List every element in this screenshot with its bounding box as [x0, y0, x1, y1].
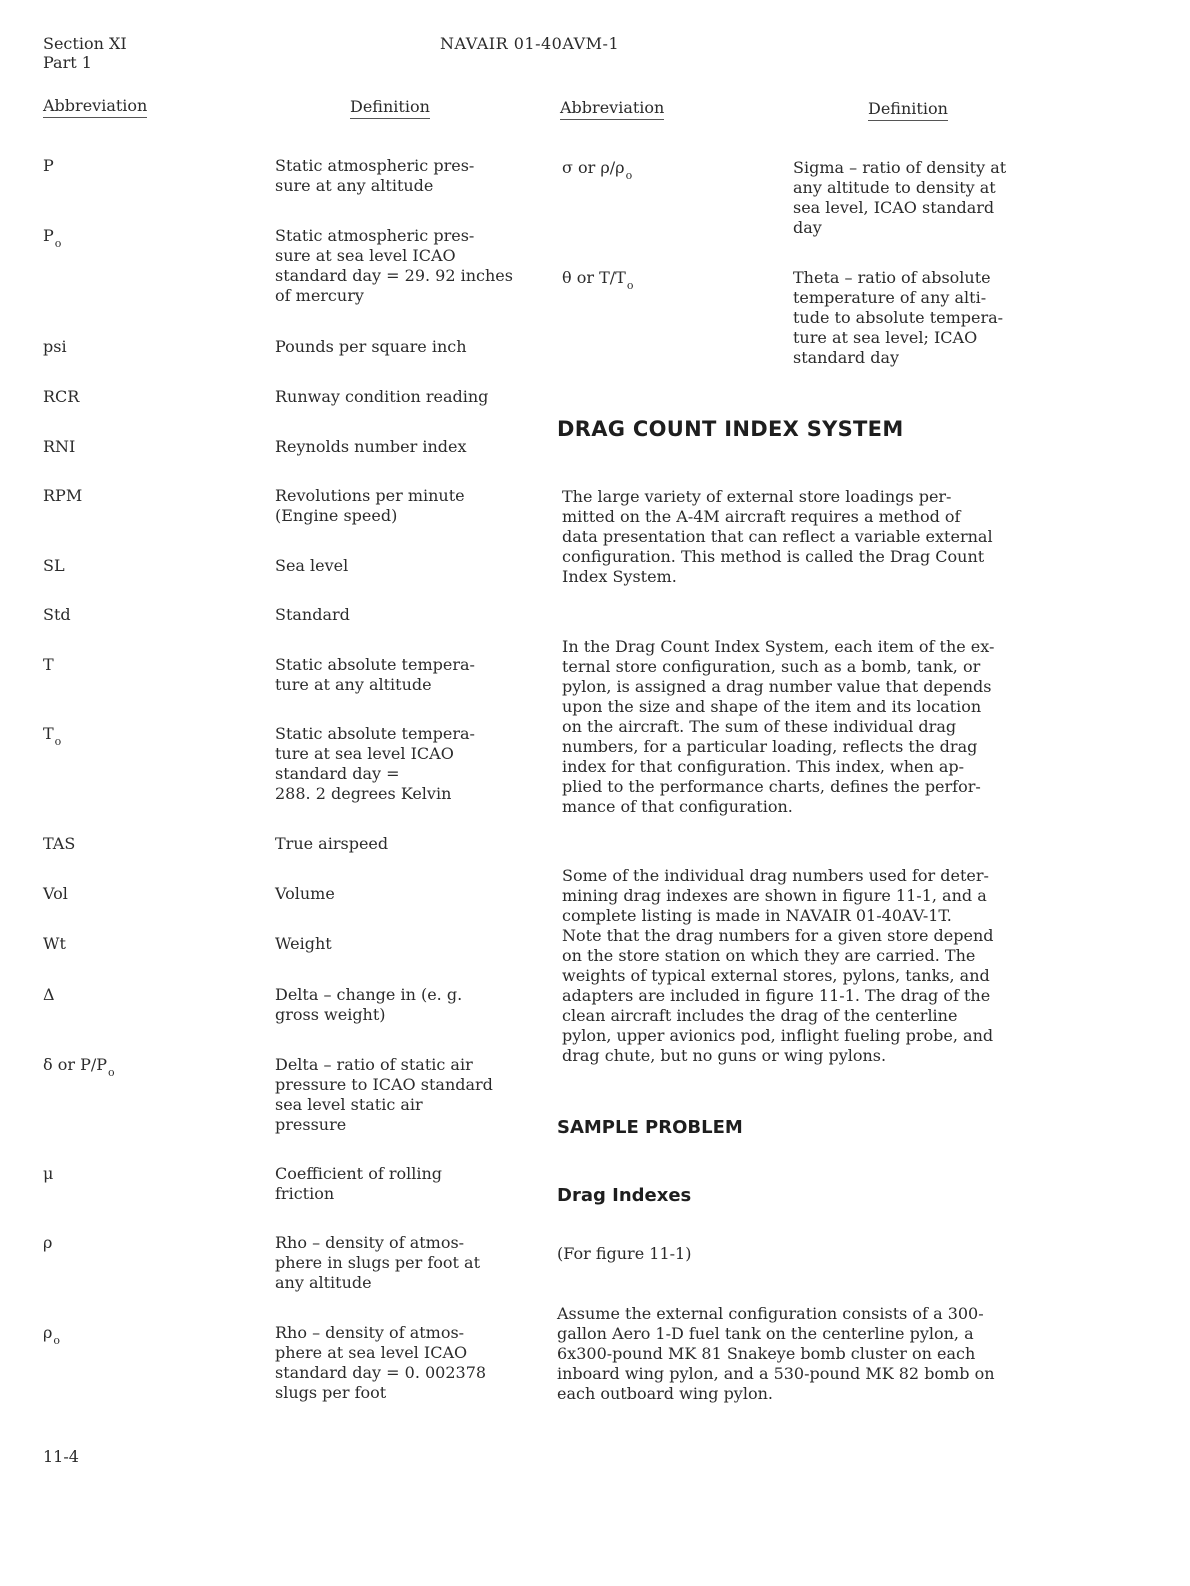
left-entry-abbreviation-text: P [43, 156, 54, 175]
drag-indexes-heading: Drag Indexes [557, 1185, 692, 1206]
sample-problem-paragraph: Assume the external configuration consists of a 300- gallon Aero 1-D fuel tank on the centerline pylon, a 6x300-pound MK 81 Snakeye bomb cluster on each inboard wing pylon, and a 530-pound MK 82 bomb on each outboard wing pylon. [557, 1304, 995, 1403]
left-entry-abbreviation-subscript: o [53, 1334, 61, 1347]
left-entry-definition: Reynolds number index [275, 437, 467, 456]
left-entry-abbreviation [43, 556, 65, 576]
left-abbreviation-heading: Abbreviation [43, 96, 147, 118]
left-entry-abbreviation-text: Std [43, 605, 71, 624]
left-entry-abbreviation [43, 1233, 52, 1253]
left-entry-definition: Runway condition reading [275, 387, 489, 406]
left-definition-heading: Definition [350, 97, 430, 119]
left-entry-abbreviation [43, 226, 61, 248]
left-entry-abbreviation-text: Δ [43, 985, 55, 1004]
left-entry-abbreviation [43, 655, 54, 675]
left-entry-definition: Pounds per square inch [275, 337, 467, 356]
right-entry-definition: Sigma – ratio of density at any altitude to density at sea level, ICAO standard day [793, 158, 1007, 237]
left-entry-abbreviation-text: SL [43, 556, 65, 575]
left-entry-definition: Rho – density of atmos- phere at sea level ICAO standard day = 0. 002378 slugs per foot [275, 1323, 487, 1402]
left-entry-definition: Static atmospheric pres- sure at sea level ICAO standard day = 29. 92 inches of mercury [275, 226, 513, 305]
left-entry-definition: Static atmospheric pres- sure at any altitude [275, 156, 475, 195]
section-label: Section XI [43, 34, 127, 53]
left-entry-abbreviation [43, 387, 79, 407]
right-entry-definition: Theta – ratio of absolute temperature of any alti- tude to absolute tempera- ture at sea level; ICAO standard day [793, 268, 1004, 367]
left-entry-definition: Volume [275, 884, 335, 903]
left-entry-abbreviation [43, 486, 82, 506]
right-entry-abbreviation [562, 158, 632, 180]
left-entry-definition: Sea level [275, 556, 349, 575]
left-entry-abbreviation-text: μ [43, 1164, 54, 1183]
left-entry-abbreviation-text: δ or P/P [43, 1055, 108, 1074]
left-entry-abbreviation [43, 605, 71, 625]
left-entry-definition: Static absolute tempera- ture at sea level ICAO standard day = 288. 2 degrees Kelvin [275, 724, 475, 803]
left-entry-abbreviation-text: T [43, 655, 54, 674]
left-entry-abbreviation [43, 934, 66, 954]
left-entry-abbreviation [43, 834, 75, 854]
left-entry-definition: Weight [275, 934, 332, 953]
left-entry-definition: Delta – ratio of static air pressure to ICAO standard sea level static air pressure [275, 1055, 493, 1134]
left-entry-abbreviation [43, 437, 75, 457]
left-entry-definition: Coefficient of rolling friction [275, 1164, 443, 1203]
left-entry-abbreviation [43, 337, 67, 357]
left-entry-abbreviation [43, 1164, 53, 1184]
figure-reference: (For figure 11-1) [557, 1244, 692, 1263]
left-entry-abbreviation-text: RNI [43, 437, 76, 456]
left-entry-definition: Revolutions per minute (Engine speed) [275, 486, 465, 525]
left-entry-abbreviation-subscript: o [54, 237, 62, 250]
left-entry-abbreviation-text: ρ [43, 1233, 53, 1252]
left-entry-definition: Delta – change in (e. g. gross weight) [275, 985, 463, 1024]
right-entry-abbreviation [562, 268, 633, 290]
part-label: Part 1 [43, 53, 92, 72]
right-entry-abbreviation-text: θ or T/T [562, 268, 626, 287]
left-entry-abbreviation-text: TAS [43, 834, 76, 853]
right-abbreviation-heading: Abbreviation [560, 98, 664, 120]
right-entry-abbreviation-text: σ or ρ/ρ [562, 158, 625, 177]
drag-index-paragraph-3: Some of the individual drag numbers used for deter- mining drag indexes are shown in figure 11-1, and a complete listing is made in NAVAIR 01-40AV-1T. Note that the drag numbers for a given store depend on the store station on which they are carried. The weights of typical external stores, pylons, tanks, and adapters are included in figure 11-1. The drag of the clean aircraft includes the drag of the centerline pylon, upper avionics pod, inflight fueling probe, and drag chute, but no guns or wing pylons. [562, 866, 994, 1065]
left-entry-abbreviation-text: T [43, 724, 54, 743]
page-number: 11-4 [43, 1447, 79, 1466]
left-entry-abbreviation-text: RPM [43, 486, 83, 505]
left-entry-abbreviation-text: RCR [43, 387, 80, 406]
drag-index-paragraph-1: The large variety of external store loadings per- mitted on the A-4M aircraft requires a method of data presentation that can reflect a variable external configuration. This method is called the Drag Count Index System. [562, 487, 993, 586]
left-entry-abbreviation-text: psi [43, 337, 67, 356]
left-entry-definition: Rho – density of atmos- phere in slugs per foot at any altitude [275, 1233, 481, 1292]
left-entry-abbreviation [43, 1323, 60, 1345]
left-entry-abbreviation-subscript: o [108, 1066, 115, 1079]
left-entry-definition: Standard [275, 605, 350, 624]
left-entry-definition: True airspeed [275, 834, 389, 853]
sample-problem-heading: SAMPLE PROBLEM [557, 1117, 743, 1138]
left-entry-abbreviation-text: Vol [43, 884, 68, 903]
left-entry-abbreviation-subscript: o [54, 735, 62, 748]
left-entry-definition: Static absolute tempera- ture at any altitude [275, 655, 475, 694]
left-entry-abbreviation-text: Wt [43, 934, 66, 953]
left-entry-abbreviation [43, 985, 55, 1005]
left-entry-abbreviation [43, 1055, 115, 1077]
document-number: NAVAIR 01-40AVM-1 [440, 34, 620, 53]
right-entry-abbreviation-subscript: o [625, 169, 633, 182]
left-entry-abbreviation-text: P [43, 226, 54, 245]
left-entry-abbreviation [43, 884, 68, 904]
right-entry-abbreviation-subscript: o [626, 279, 634, 292]
left-entry-abbreviation [43, 724, 61, 746]
left-entry-abbreviation [43, 156, 54, 176]
drag-index-paragraph-2: In the Drag Count Index System, each item of the ex- ternal store configuration, such as a bomb, tank, or pylon, is assigned a drag number value that depends upon the size and shape of the item and its location on the aircraft. The sum of these individual drag numbers, for a particular loading, reflects the drag index for that configuration. This index, when ap- plied to the performance charts, defines the perfor- mance of that configuration. [562, 637, 995, 816]
drag-count-index-heading: DRAG COUNT INDEX SYSTEM [557, 417, 904, 441]
left-entry-abbreviation-text: ρ [43, 1323, 53, 1342]
right-definition-heading: Definition [868, 99, 948, 121]
